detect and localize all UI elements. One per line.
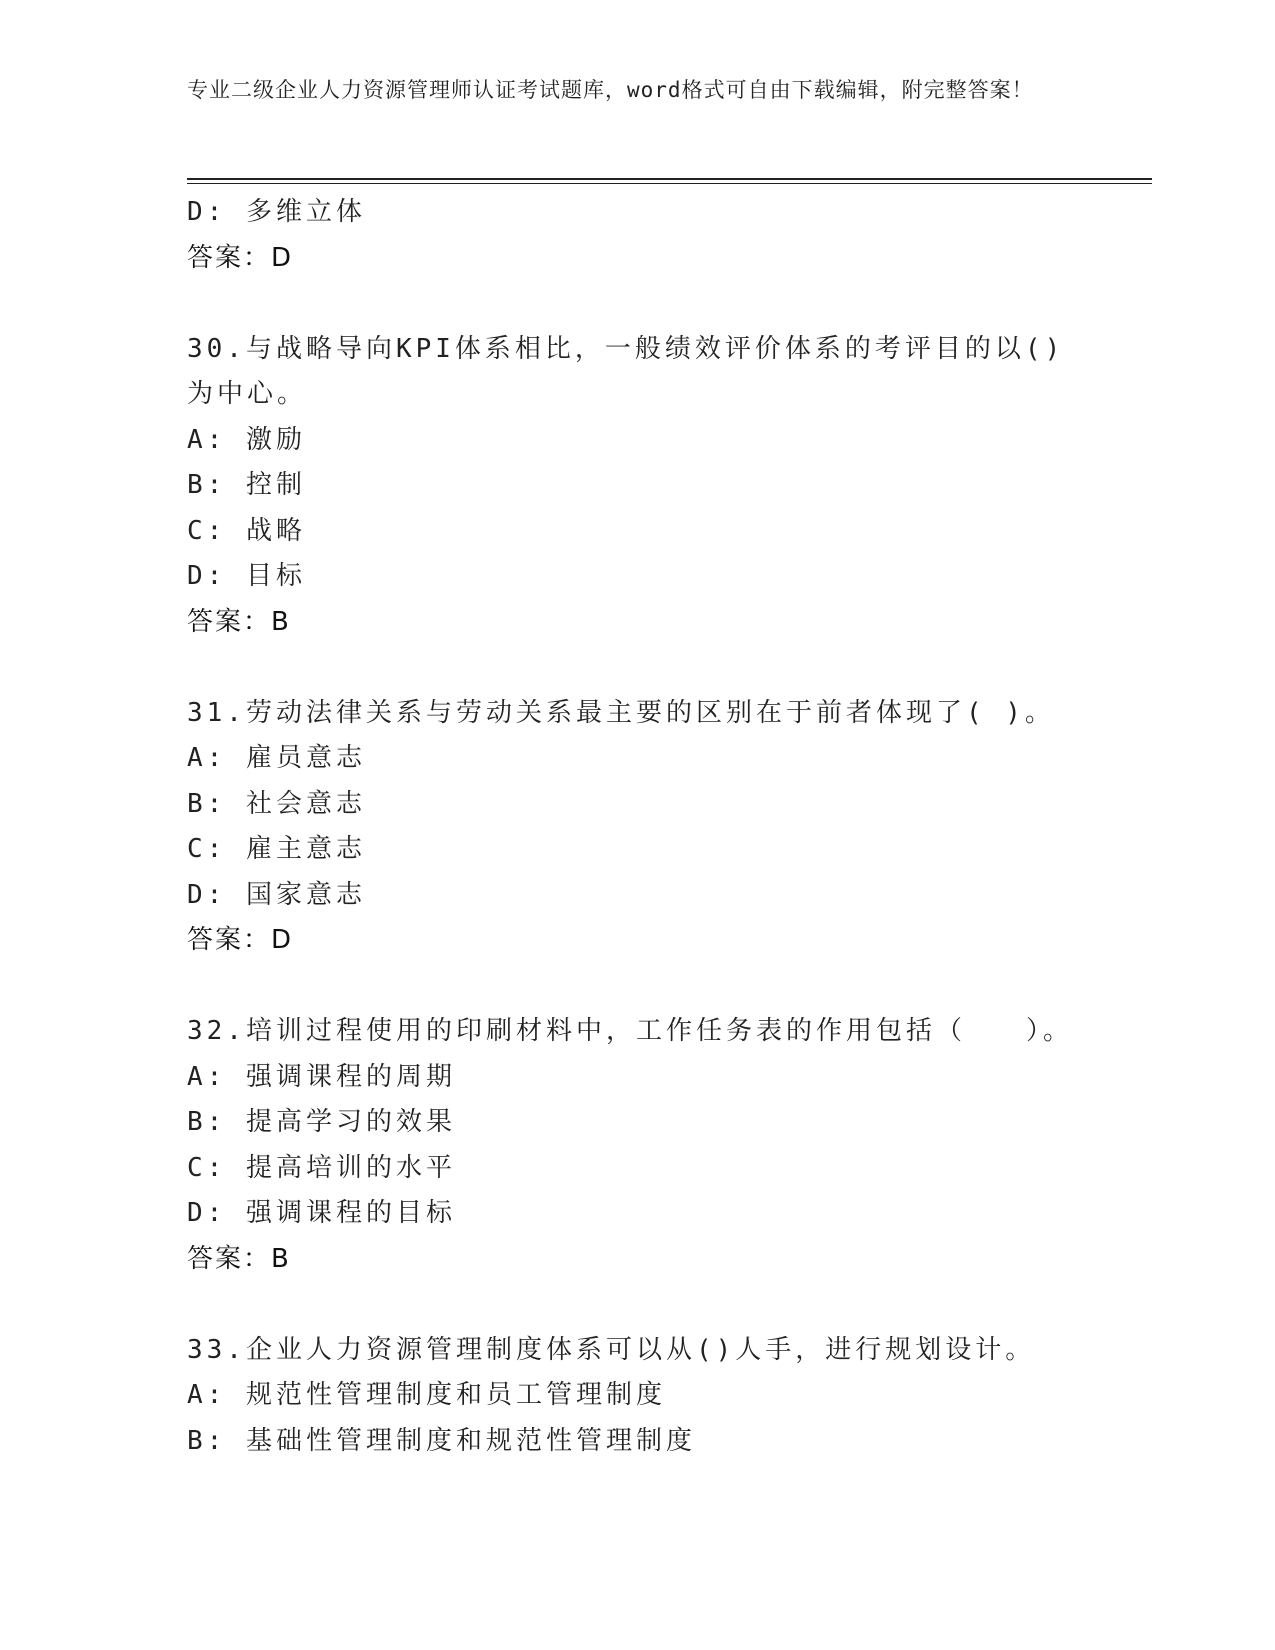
question-content (187, 190, 1087, 1464)
option-b: B: 社会意志 (187, 788, 366, 819)
continued-answer: 答案：D (187, 242, 294, 273)
question-32 (187, 1009, 1087, 1282)
question-answer: 答案：B (187, 1243, 291, 1274)
question-stem: 31.劳动法律关系与劳动关系最主要的区别在于前者体现了( )。 (187, 697, 1055, 728)
question-33 (187, 1328, 1087, 1465)
question-stem: 32.培训过程使用的印刷材料中，工作任务表的作用包括（ ）。 (187, 1016, 1073, 1046)
spacer (187, 1282, 1087, 1328)
question-stem: 30.与战略导向KPI体系相比，一般绩效评价体系的考评目的以()为中心。 (187, 333, 1065, 409)
option-b: B: 提高学习的效果 (187, 1107, 456, 1137)
spacer (187, 964, 1087, 1010)
spacer (187, 281, 1087, 327)
question-30 (187, 327, 1087, 646)
option-a: A: 激励 (187, 424, 306, 455)
option-d: D: 目标 (187, 561, 306, 591)
page-header: 专业二级企业人力资源管理师认证考试题库，word格式可自由下载编辑，附完整答案！ (187, 78, 1034, 102)
option-a: A: 规范性管理制度和员工管理制度 (187, 1380, 666, 1410)
option-b: B: 基础性管理制度和规范性管理制度 (187, 1425, 696, 1456)
continued-option-d: D: 多维立体 (187, 197, 366, 227)
option-c: C: 雇主意志 (187, 834, 366, 864)
option-d: D: 国家意志 (187, 879, 366, 910)
option-a: A: 雇员意志 (187, 743, 366, 773)
question-answer: 答案：B (187, 606, 291, 637)
option-a: A: 强调课程的周期 (187, 1061, 456, 1092)
question-31 (187, 691, 1087, 964)
option-c: C: 战略 (187, 515, 306, 546)
spacer (187, 645, 1087, 691)
header-divider-thin (187, 183, 1152, 184)
question-stem: 33.企业人力资源管理制度体系可以从()人手，进行规划设计。 (187, 1334, 1036, 1365)
question-answer: 答案：D (187, 925, 294, 955)
option-b: B: 控制 (187, 470, 306, 500)
option-d: D: 强调课程的目标 (187, 1198, 456, 1228)
option-c: C: 提高培训的水平 (187, 1152, 456, 1183)
header-divider-thick (187, 178, 1152, 180)
